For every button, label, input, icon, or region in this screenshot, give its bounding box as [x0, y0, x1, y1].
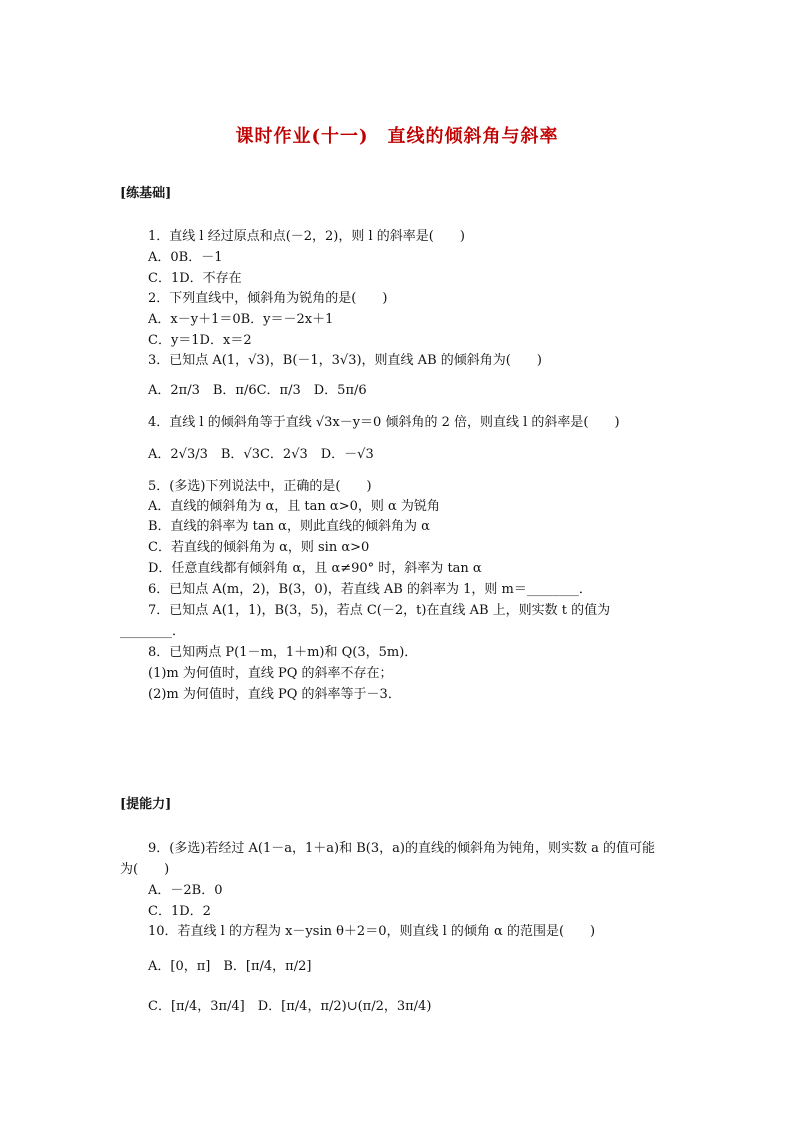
- question-4: 4．直线 l 的倾斜角等于直线 √3x－y＝0 倾斜角的 2 倍，则直线 l 的斜率是( ): [148, 415, 620, 430]
- question-6: 6．已知点 A(m，2)，B(3，0)，若直线 AB 的斜率为 1，则 m＝________．: [148, 582, 592, 597]
- question-3: 3．已知点 A(1，√3)，B(－1，3√3)，则直线 AB 的倾斜角为( ): [148, 353, 542, 368]
- question-7-continuation: ________．: [120, 624, 186, 639]
- question-5: 5．(多选)下列说法中，正确的是( ): [148, 479, 372, 494]
- question-5-option-d: D．任意直线都有倾斜角 α，且 α≠90° 时，斜率为 tan α: [148, 561, 482, 576]
- question-4-options: A．2√3/3 B．√3C．2√3 D．－√3: [148, 447, 374, 462]
- question-9-continuation: 为( ): [120, 862, 170, 877]
- question-5-option-a: A．直线的倾斜角为 α，且 tan α>0，则 α 为锐角: [148, 499, 440, 514]
- question-7: 7．已知点 A(1，1)，B(3，5)，若点 C(－2，t)在直线 AB 上，则实数 t 的值为: [148, 603, 611, 618]
- question-8-part-1: (1)m 为何值时，直线 PQ 的斜率不存在；: [148, 666, 393, 681]
- question-5-option-b: B．直线的斜率为 tan α，则此直线的倾斜角为 α: [148, 519, 430, 534]
- question-1-options-cd: C．1D．不存在: [148, 271, 242, 286]
- question-1-options-ab: A．0B．－1: [148, 250, 223, 265]
- question-9-options-ab: A．－2B．0: [148, 883, 223, 898]
- section-heading-advanced: [提能力]: [120, 797, 172, 812]
- section-heading-basic: [练基础]: [120, 186, 172, 201]
- question-9-options-cd: C．1D．2: [148, 904, 211, 919]
- question-2: 2．下列直线中，倾斜角为锐角的是( ): [148, 291, 388, 306]
- question-1: 1．直线 l 经过原点和点(－2，2)，则 l 的斜率是( ): [148, 229, 465, 244]
- question-3-options: A．2π/3 B．π/6C．π/3 D．5π/6: [148, 383, 367, 398]
- question-10: 10．若直线 l 的方程为 x－ysin θ＋2＝0，则直线 l 的倾角 α 的范围是( ): [148, 924, 596, 939]
- question-2-options-ab: A．x－y＋1＝0B．y＝－2x＋1: [148, 312, 334, 327]
- question-2-options-cd: C．y＝1D．x＝2: [148, 333, 252, 348]
- question-5-option-c: C．若直线的倾斜角为 α，则 sin α>0: [148, 540, 370, 555]
- question-10-options-ab: A．[0，π] B．[π/4，π/2]: [148, 959, 312, 974]
- page-title: 课时作业(十一) 直线的倾斜角与斜率: [235, 126, 559, 147]
- question-8: 8．已知两点 P(1－m，1＋m)和 Q(3，5m)．: [148, 645, 418, 660]
- question-8-part-2: (2)m 为何值时，直线 PQ 的斜率等于－3．: [148, 687, 401, 702]
- question-9: 9．(多选)若经过 A(1－a，1＋a)和 B(3，a)的直线的倾斜角为钝角，则实数 a 的值可能: [148, 841, 655, 856]
- question-10-options-cd: C．[π/4，3π/4] D．[π/4，π/2)∪(π/2，3π/4): [148, 999, 432, 1014]
